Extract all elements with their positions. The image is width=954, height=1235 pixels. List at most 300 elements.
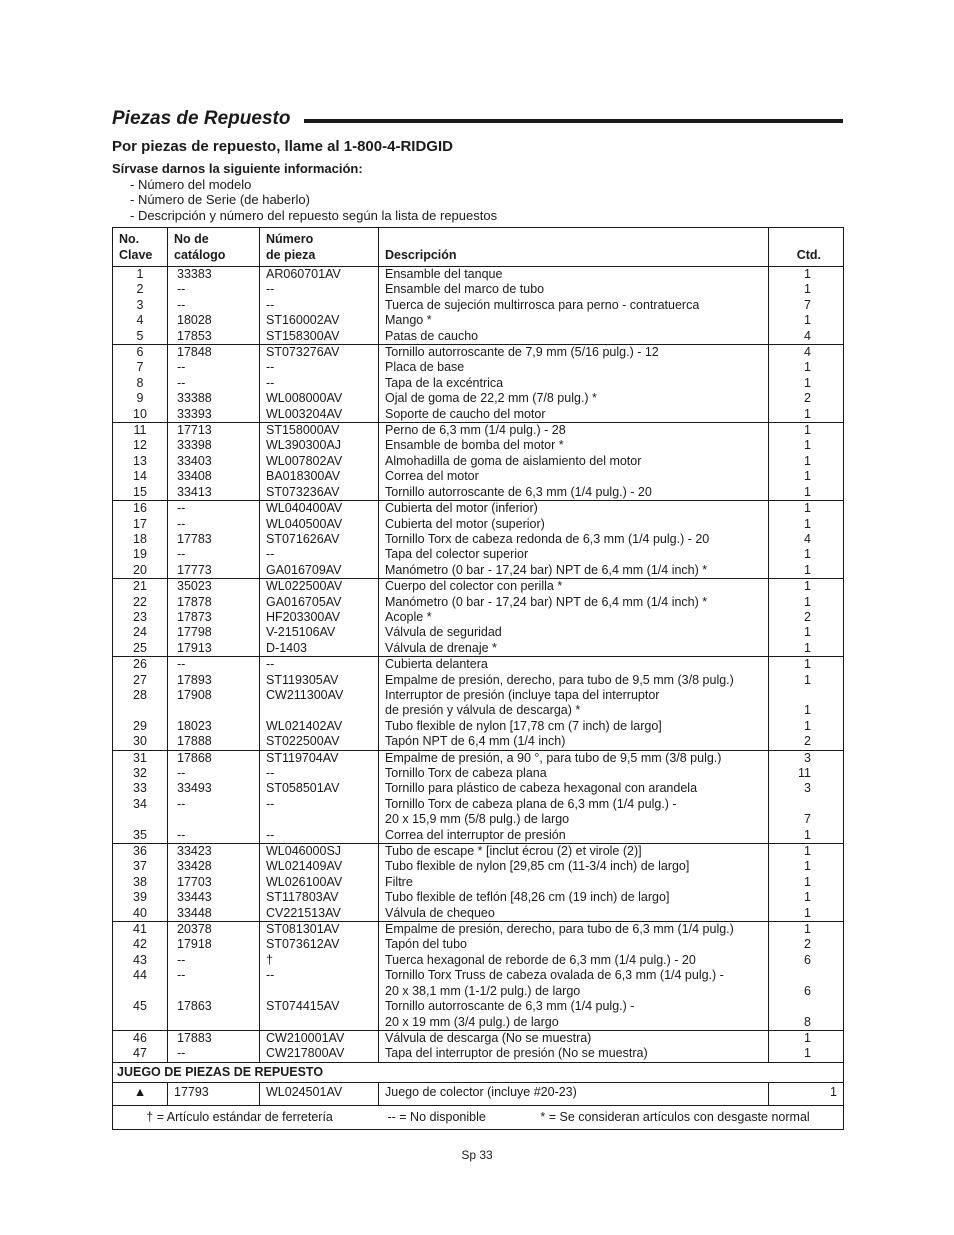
cell-catalog-number: -- (168, 953, 260, 968)
table-row (113, 766, 844, 781)
cell-description: Válvula de seguridad (379, 625, 769, 640)
table-row (113, 1015, 844, 1031)
cell-description: Mango * (379, 313, 769, 328)
cell-catalog-number: -- (168, 501, 260, 517)
cell-key-number: 24 (113, 625, 168, 640)
cell-description: Manómetro (0 bar - 17,24 bar) NPT de 6,4 mm (1/4 inch) * (379, 595, 769, 610)
cell-catalog-number: 17848 (168, 345, 260, 361)
cell-key-number: 11 (113, 423, 168, 439)
cell-key-number: 10 (113, 407, 168, 423)
cell-description: Tubo flexible de teflón [48,26 cm (19 inch) de largo] (379, 890, 769, 905)
cell-description: Tapa de la excéntrica (379, 376, 769, 391)
cell-part-number: ST117803AV (260, 890, 379, 905)
table-row (113, 673, 844, 688)
cell-part-number: ST058501AV (260, 781, 379, 796)
kit-part-number: WL024501AV (260, 1083, 379, 1105)
cell-description: Cubierta del motor (inferior) (379, 501, 769, 517)
cell-key-number: 2 (113, 282, 168, 297)
cell-quantity: 1 (769, 595, 844, 610)
cell-part-number: ST071626AV (260, 532, 379, 547)
table-row (113, 750, 844, 766)
cell-description: Tubo flexible de nylon [29,85 cm (11-3/4 inch) de largo] (379, 859, 769, 874)
cell-quantity (769, 968, 844, 983)
cell-key-number: 40 (113, 906, 168, 922)
table-row (113, 547, 844, 562)
cell-catalog-number: 33448 (168, 906, 260, 922)
cell-key-number: 44 (113, 968, 168, 983)
cell-quantity: 3 (769, 781, 844, 796)
cell-description: Tornillo Torx Truss de cabeza ovalada de 6,3 mm (1/4 pulg.) - (379, 968, 769, 983)
cell-quantity: 1 (769, 579, 844, 595)
cell-quantity: 1 (769, 890, 844, 905)
cell-part-number: WL026100AV (260, 875, 379, 890)
cell-catalog-number: 17713 (168, 423, 260, 439)
cell-catalog-number: 33428 (168, 859, 260, 874)
cell-description: Cubierta del motor (superior) (379, 517, 769, 532)
cell-quantity: 1 (769, 485, 844, 501)
cell-quantity: 1 (769, 407, 844, 423)
cell-description: Almohadilla de goma de aislamiento del motor (379, 454, 769, 469)
cell-description: Manómetro (0 bar - 17,24 bar) NPT de 6,4 mm (1/4 inch) * (379, 563, 769, 579)
cell-key-number: 36 (113, 844, 168, 860)
table-row (113, 563, 844, 579)
cell-part-number: -- (260, 828, 379, 844)
cell-description: Tornillo autorroscante de 7,9 mm (5/16 pulg.) - 12 (379, 345, 769, 361)
cell-part-number (260, 984, 379, 999)
table-row (113, 532, 844, 547)
cell-key-number: 22 (113, 595, 168, 610)
kit-title: JUEGO DE PIEZAS DE REPUESTO (113, 1062, 844, 1082)
cell-part-number: -- (260, 547, 379, 562)
cell-quantity: 1 (769, 469, 844, 484)
cell-key-number (113, 812, 168, 827)
table-row (113, 937, 844, 952)
cell-catalog-number (168, 703, 260, 718)
table-row (113, 781, 844, 796)
table-row (113, 345, 844, 361)
cell-catalog-number: 33423 (168, 844, 260, 860)
cell-description: Acople * (379, 610, 769, 625)
table-row (113, 501, 844, 517)
cell-key-number: 12 (113, 438, 168, 453)
cell-catalog-number: 17883 (168, 1030, 260, 1046)
cell-quantity: 1 (769, 922, 844, 938)
table-row (113, 595, 844, 610)
kit-row (113, 1083, 844, 1105)
cell-catalog-number: 17893 (168, 673, 260, 688)
cell-catalog-number: 33403 (168, 454, 260, 469)
cell-catalog-number: -- (168, 298, 260, 313)
table-row (113, 999, 844, 1014)
cell-catalog-number: -- (168, 547, 260, 562)
cell-description: 20 x 38,1 mm (1-1/2 pulg.) de largo (379, 984, 769, 999)
table-row (113, 469, 844, 484)
cell-part-number: HF203300AV (260, 610, 379, 625)
cell-quantity: 2 (769, 734, 844, 750)
cell-part-number: WL003204AV (260, 407, 379, 423)
cell-description: Tuerca de sujeción multirrosca para perno - contratuerca (379, 298, 769, 313)
cell-quantity (769, 797, 844, 812)
header-part-number: Número de pieza (260, 228, 379, 267)
cell-quantity: 1 (769, 1030, 844, 1046)
cell-description: Ensamble de bomba del motor * (379, 438, 769, 453)
cell-description: Empalme de presión, a 90 °, para tubo de 9,5 mm (3/8 pulg.) (379, 750, 769, 766)
cell-catalog-number: -- (168, 376, 260, 391)
table-row (113, 719, 844, 734)
cell-catalog-number: 33383 (168, 267, 260, 283)
header-description: Descripción (379, 228, 769, 267)
cell-catalog-number: 17783 (168, 532, 260, 547)
cell-key-number: 7 (113, 360, 168, 375)
cell-key-number: 17 (113, 517, 168, 532)
table-row (113, 906, 844, 922)
cell-description: Tapón del tubo (379, 937, 769, 952)
table-row (113, 313, 844, 328)
cell-description: Correa del motor (379, 469, 769, 484)
cell-description: Ojal de goma de 22,2 mm (7/8 pulg.) * (379, 391, 769, 406)
cell-catalog-number: -- (168, 282, 260, 297)
cell-key-number: 25 (113, 641, 168, 657)
cell-description: Tapa del interruptor de presión (No se muestra) (379, 1046, 769, 1062)
cell-key-number: 28 (113, 688, 168, 703)
kit-catalog: 17793 (168, 1083, 260, 1105)
table-row (113, 828, 844, 844)
table-row (113, 485, 844, 501)
cell-part-number: -- (260, 282, 379, 297)
cell-quantity: 1 (769, 438, 844, 453)
cell-key-number: 43 (113, 953, 168, 968)
cell-part-number: WL040400AV (260, 501, 379, 517)
cell-key-number: 4 (113, 313, 168, 328)
cell-catalog-number: 20378 (168, 922, 260, 938)
cell-key-number: 1 (113, 267, 168, 283)
cell-part-number: -- (260, 797, 379, 812)
cell-key-number: 41 (113, 922, 168, 938)
cell-part-number (260, 703, 379, 718)
cell-catalog-number: -- (168, 1046, 260, 1062)
cell-key-number: 29 (113, 719, 168, 734)
cell-catalog-number: 33393 (168, 407, 260, 423)
cell-catalog-number: -- (168, 766, 260, 781)
table-row (113, 391, 844, 406)
table-row (113, 797, 844, 812)
cell-part-number: GA016709AV (260, 563, 379, 579)
cell-catalog-number (168, 1015, 260, 1031)
table-row (113, 984, 844, 999)
cell-key-number: 21 (113, 579, 168, 595)
info-item: - Número de Serie (de haberlo) (130, 192, 310, 207)
cell-part-number: CW217800AV (260, 1046, 379, 1062)
table-row (113, 859, 844, 874)
cell-part-number: CW211300AV (260, 688, 379, 703)
cell-catalog-number: 33413 (168, 485, 260, 501)
cell-description: de presión y válvula de descarga) * (379, 703, 769, 718)
cell-key-number: 8 (113, 376, 168, 391)
cell-description: Ensamble del marco de tubo (379, 282, 769, 297)
cell-quantity: 1 (769, 547, 844, 562)
page-number: Sp 33 (461, 1148, 493, 1162)
table-row (113, 625, 844, 640)
cell-catalog-number: 33493 (168, 781, 260, 796)
cell-catalog-number: 33398 (168, 438, 260, 453)
cell-description: Empalme de presión, derecho, para tubo de 6,3 mm (1/4 pulg.) (379, 922, 769, 938)
cell-key-number: 37 (113, 859, 168, 874)
cell-quantity: 1 (769, 875, 844, 890)
cell-description: Empalme de presión, derecho, para tubo de 9,5 mm (3/8 pulg.) (379, 673, 769, 688)
cell-quantity: 1 (769, 641, 844, 657)
cell-quantity: 4 (769, 532, 844, 547)
info-item: - Descripción y número del repuesto según la lista de repuestos (130, 207, 498, 223)
cell-key-number: 46 (113, 1030, 168, 1046)
cell-description: Patas de caucho (379, 329, 769, 345)
cell-key-number: 13 (113, 454, 168, 469)
table-row (113, 376, 844, 391)
info-block (112, 161, 497, 223)
cell-key-number: 33 (113, 781, 168, 796)
table-row (113, 267, 844, 283)
cell-key-number: 15 (113, 485, 168, 501)
cell-description: Tornillo autorroscante de 6,3 mm (1/4 pulg.) - (379, 999, 769, 1014)
cell-quantity: 1 (769, 673, 844, 688)
cell-description: Tapa del colector superior (379, 547, 769, 562)
table-row (113, 1046, 844, 1062)
table-row (113, 953, 844, 968)
cell-part-number: V-215106AV (260, 625, 379, 640)
cell-catalog-number: 33388 (168, 391, 260, 406)
cell-quantity: 1 (769, 423, 844, 439)
table-row (113, 329, 844, 345)
cell-part-number: -- (260, 968, 379, 983)
cell-description: Cubierta delantera (379, 657, 769, 673)
cell-key-number (113, 1015, 168, 1031)
cell-part-number: ST158300AV (260, 329, 379, 345)
cell-description: Tubo flexible de nylon [17,78 cm (7 inch) de largo] (379, 719, 769, 734)
cell-part-number: D-1403 (260, 641, 379, 657)
cell-description: Tubo de escape * [inclut écrou (2) et virole (2)] (379, 844, 769, 860)
cell-quantity: 2 (769, 610, 844, 625)
cell-quantity: 1 (769, 657, 844, 673)
table-row (113, 844, 844, 860)
cell-key-number: 18 (113, 532, 168, 547)
cell-part-number: -- (260, 766, 379, 781)
cell-catalog-number: -- (168, 828, 260, 844)
cell-part-number: -- (260, 360, 379, 375)
cell-part-number: † (260, 953, 379, 968)
cell-key-number: 38 (113, 875, 168, 890)
cell-quantity: 1 (769, 454, 844, 469)
table-row (113, 360, 844, 375)
cell-part-number: ST074415AV (260, 999, 379, 1014)
table-row (113, 968, 844, 983)
table-row (113, 922, 844, 938)
cell-description: Tornillo Torx de cabeza redonda de 6,3 mm (1/4 pulg.) - 20 (379, 532, 769, 547)
cell-key-number: 32 (113, 766, 168, 781)
cell-key-number: 45 (113, 999, 168, 1014)
cell-part-number: WL022500AV (260, 579, 379, 595)
cell-part-number: ST081301AV (260, 922, 379, 938)
cell-key-number: 23 (113, 610, 168, 625)
table-row (113, 454, 844, 469)
cell-catalog-number: 18028 (168, 313, 260, 328)
cell-key-number (113, 984, 168, 999)
cell-catalog-number: 17863 (168, 999, 260, 1014)
cell-description: Filtre (379, 875, 769, 890)
cell-part-number: ST073276AV (260, 345, 379, 361)
cell-key-number: 26 (113, 657, 168, 673)
table-row (113, 688, 844, 703)
cell-catalog-number: 35023 (168, 579, 260, 595)
cell-part-number: -- (260, 298, 379, 313)
cell-part-number: WL046000SJ (260, 844, 379, 860)
section-title: Piezas de Repuesto (112, 108, 291, 129)
cell-catalog-number: -- (168, 360, 260, 375)
cell-quantity: 1 (769, 563, 844, 579)
cell-description: Interruptor de presión (incluye tapa del interruptor (379, 688, 769, 703)
cell-quantity: 1 (769, 625, 844, 640)
info-lead: Sírvase darnos la siguiente información: (112, 161, 363, 176)
header-key-number: No. Clave (113, 228, 168, 267)
cell-catalog-number: 33408 (168, 469, 260, 484)
phone-subtitle: Por piezas de repuesto, llame al 1-800-4-RIDGID (112, 138, 453, 155)
cell-description: Perno de 6,3 mm (1/4 pulg.) - 28 (379, 423, 769, 439)
cell-description: Soporte de caucho del motor (379, 407, 769, 423)
cell-key-number: 30 (113, 734, 168, 750)
cell-catalog-number: 17798 (168, 625, 260, 640)
cell-catalog-number: -- (168, 797, 260, 812)
cell-part-number: WL021402AV (260, 719, 379, 734)
table-row (113, 657, 844, 673)
kit-description: Juego de colector (incluye #20-23) (379, 1083, 769, 1105)
table-row (113, 423, 844, 439)
cell-quantity: 1 (769, 1046, 844, 1062)
table-row (113, 298, 844, 313)
cell-quantity: 1 (769, 376, 844, 391)
cell-key-number: 20 (113, 563, 168, 579)
info-item: - Número del modelo (130, 176, 252, 192)
cell-key-number: 34 (113, 797, 168, 812)
cell-catalog-number: 33443 (168, 890, 260, 905)
cell-quantity: 2 (769, 937, 844, 952)
cell-catalog-number: 17908 (168, 688, 260, 703)
table-row (113, 579, 844, 595)
table-row (113, 703, 844, 718)
table-row (113, 1030, 844, 1046)
cell-quantity: 7 (769, 298, 844, 313)
cell-catalog-number: -- (168, 657, 260, 673)
cell-quantity: 4 (769, 345, 844, 361)
cell-quantity (769, 688, 844, 703)
cell-part-number (260, 1015, 379, 1031)
cell-key-number (113, 703, 168, 718)
footnote-row (113, 1105, 844, 1129)
cell-catalog-number: 17888 (168, 734, 260, 750)
cell-description: Tornillo Torx de cabeza plana de 6,3 mm (1/4 pulg.) - (379, 797, 769, 812)
cell-quantity: 1 (769, 828, 844, 844)
table-row (113, 438, 844, 453)
cell-part-number: ST022500AV (260, 734, 379, 750)
cell-catalog-number: 18023 (168, 719, 260, 734)
cell-part-number (260, 812, 379, 827)
kit-key: ▲ (113, 1083, 168, 1105)
table-row (113, 875, 844, 890)
cell-description: 20 x 19 mm (3/4 pulg.) de largo (379, 1015, 769, 1031)
cell-key-number: 6 (113, 345, 168, 361)
parts-body (113, 267, 844, 1063)
cell-quantity: 1 (769, 906, 844, 922)
cell-part-number: GA016705AV (260, 595, 379, 610)
cell-description: Válvula de chequeo (379, 906, 769, 922)
cell-quantity: 1 (769, 501, 844, 517)
table-row (113, 641, 844, 657)
table-row (113, 407, 844, 423)
cell-part-number: CW210001AV (260, 1030, 379, 1046)
cell-quantity: 1 (769, 313, 844, 328)
cell-key-number: 42 (113, 937, 168, 952)
cell-description: Correa del interruptor de presión (379, 828, 769, 844)
cell-quantity: 1 (769, 859, 844, 874)
cell-description: Tornillo autorroscante de 6,3 mm (1/4 pulg.) - 20 (379, 485, 769, 501)
cell-key-number: 35 (113, 828, 168, 844)
cell-catalog-number: 17868 (168, 750, 260, 766)
cell-quantity: 3 (769, 750, 844, 766)
cell-key-number: 5 (113, 329, 168, 345)
cell-catalog-number: 17913 (168, 641, 260, 657)
cell-part-number: WL008000AV (260, 391, 379, 406)
cell-quantity: 1 (769, 703, 844, 718)
footnote-wear: * = Se consideran artículos con desgaste normal (540, 1109, 810, 1124)
cell-description: Cuerpo del colector con perilla * (379, 579, 769, 595)
cell-catalog-number (168, 984, 260, 999)
table-row (113, 517, 844, 532)
cell-description: Placa de base (379, 360, 769, 375)
cell-catalog-number: 17703 (168, 875, 260, 890)
cell-description: Tapón NPT de 6,4 mm (1/4 inch) (379, 734, 769, 750)
kit-header-row (113, 1062, 844, 1082)
cell-key-number: 19 (113, 547, 168, 562)
cell-key-number: 31 (113, 750, 168, 766)
cell-quantity: 1 (769, 844, 844, 860)
cell-key-number: 27 (113, 673, 168, 688)
cell-quantity: 2 (769, 391, 844, 406)
cell-description: Tuerca hexagonal de reborde de 6,3 mm (1/4 pulg.) - 20 (379, 953, 769, 968)
cell-quantity: 1 (769, 517, 844, 532)
cell-key-number: 3 (113, 298, 168, 313)
cell-key-number: 39 (113, 890, 168, 905)
table-row (113, 812, 844, 827)
kit-quantity: 1 (769, 1083, 844, 1105)
parts-table (112, 227, 844, 1130)
cell-part-number: ST158000AV (260, 423, 379, 439)
cell-catalog-number: -- (168, 517, 260, 532)
cell-description: 20 x 15,9 mm (5/8 pulg.) de largo (379, 812, 769, 827)
cell-catalog-number: 17873 (168, 610, 260, 625)
cell-catalog-number: 17773 (168, 563, 260, 579)
cell-description: Válvula de descarga (No se muestra) (379, 1030, 769, 1046)
cell-part-number: BA018300AV (260, 469, 379, 484)
cell-part-number: ST119305AV (260, 673, 379, 688)
section-header (112, 108, 843, 134)
cell-catalog-number: 17918 (168, 937, 260, 952)
cell-part-number: ST073236AV (260, 485, 379, 501)
cell-part-number: ST160002AV (260, 313, 379, 328)
cell-part-number: WL021409AV (260, 859, 379, 874)
cell-quantity: 1 (769, 719, 844, 734)
table-header-row (113, 228, 844, 267)
cell-key-number: 16 (113, 501, 168, 517)
cell-quantity: 1 (769, 282, 844, 297)
cell-description: Tornillo Torx de cabeza plana (379, 766, 769, 781)
cell-catalog-number: 17878 (168, 595, 260, 610)
